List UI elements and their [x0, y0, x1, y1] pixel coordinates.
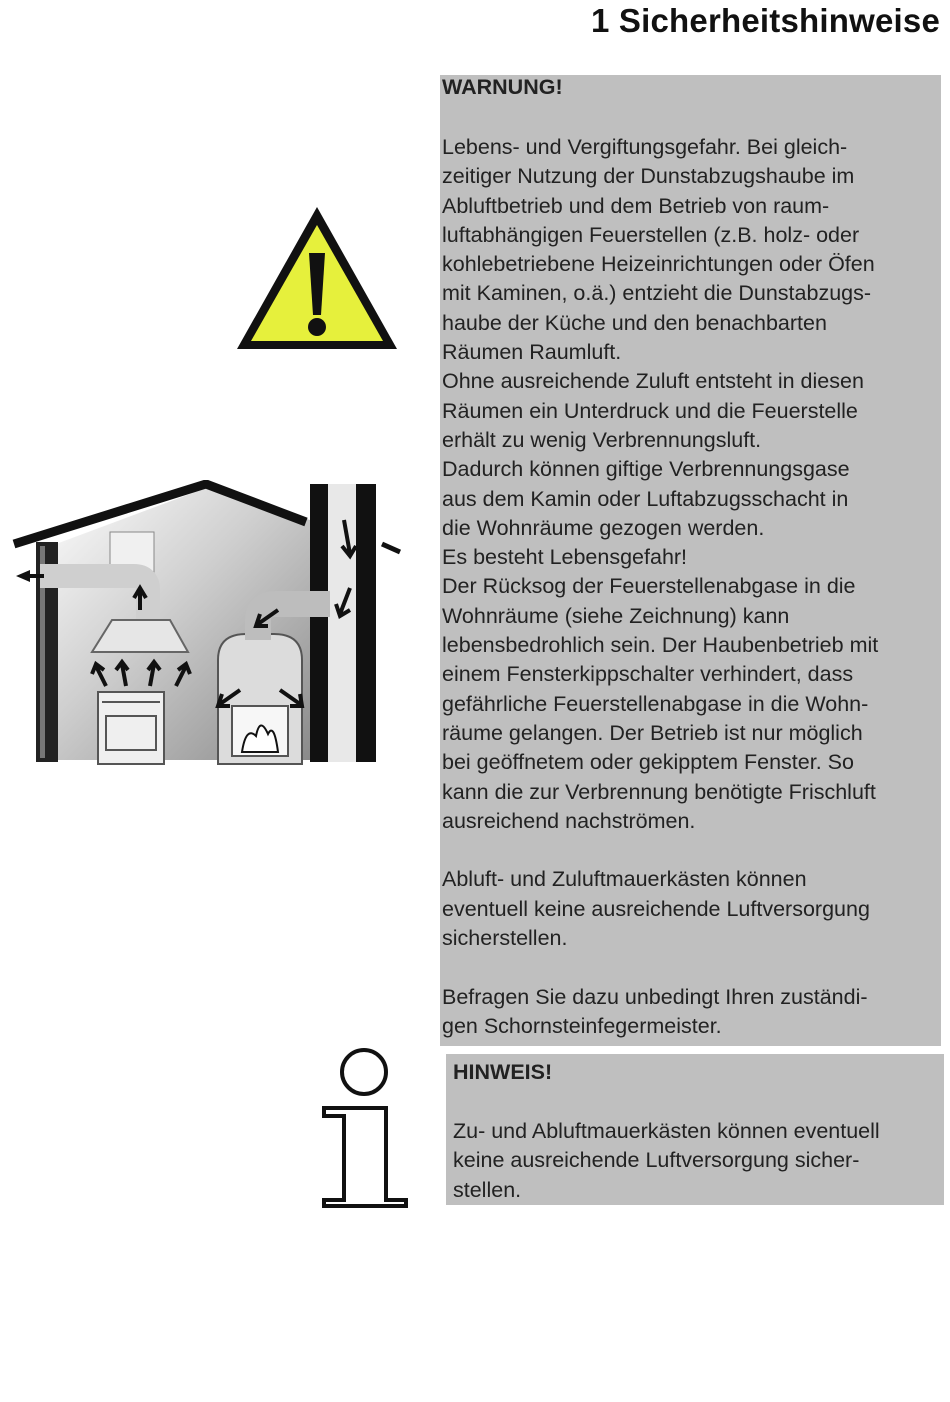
text-line: eventuell keine ausreichende Luftversorgung: [442, 896, 870, 921]
text-line: Abluft- und Zuluftmauerkästen können: [442, 867, 807, 892]
info-icon: [320, 1046, 412, 1210]
house-exhaust-illustration: [10, 480, 410, 770]
text-line: die Wohnräume gezogen werden.: [442, 515, 765, 540]
text-line: räume gelangen. Der Betrieb ist nur möglich: [442, 720, 863, 745]
note-paragraph: [453, 1117, 940, 1205]
text-line: Lebens- und Vergiftungsgefahr. Bei gleich-: [442, 135, 848, 159]
text-line: Räumen ein Unterdruck und die Feuerstelle: [442, 398, 858, 423]
note-box: [446, 1054, 944, 1205]
text-line: einem Fensterkippschalter verhindert, dass: [442, 662, 854, 687]
warning-paragraph-1: [442, 133, 937, 836]
text-line: Der Rücksog der Feuerstellenabgase in die: [442, 574, 856, 599]
text-line: lebensbedrohlich sein. Der Haubenbetrieb mit: [442, 633, 879, 658]
text-line: luftabhängigen Feuerstellen (z.B. holz- oder: [442, 222, 860, 247]
text-line: Räumen Raumluft.: [442, 340, 622, 365]
text-line: aus dem Kamin oder Luftabzugsschacht in: [442, 486, 849, 511]
note-heading: HINWEIS!: [453, 1060, 553, 1084]
text-line: Wohnräume (siehe Zeichnung) kann: [442, 603, 790, 628]
text-line: Zu- und Abluftmauerkästen können eventuell: [453, 1119, 880, 1143]
warning-box: [440, 75, 941, 1046]
warning-paragraph-2: [442, 865, 937, 953]
text-line: kohlebetriebene Heizeinrichtungen oder Öfen: [442, 252, 875, 277]
text-line: haube der Küche und den benachbarten: [442, 310, 827, 335]
text-line: keine ausreichende Luftversorgung sicher-: [453, 1148, 860, 1173]
text-line: Befragen Sie dazu unbedingt Ihren zuständi-: [442, 984, 868, 1009]
text-line: sicherstellen.: [442, 926, 568, 951]
text-line: gefährliche Feuerstellenabgase in die Wohn-: [442, 691, 869, 716]
text-line: mit Kaminen, o.ä.) entzieht die Dunstabzugs-: [442, 281, 872, 306]
section-title: 1 Sicherheitshinweise: [590, 2, 940, 39]
text-line: kann die zur Verbrennung benötigte Frischluft: [442, 779, 876, 804]
text-line: erhält zu wenig Verbrennungsluft.: [442, 427, 762, 452]
text-line: gen Schornsteinfegermeister.: [442, 1013, 722, 1038]
text-line: stellen.: [453, 1177, 522, 1202]
text-line: bei geöffnetem oder gekipptem Fenster. So: [442, 750, 854, 775]
text-line: ausreichend nachströmen.: [442, 808, 696, 833]
warning-triangle-icon: [233, 203, 401, 353]
text-line: Abluftbetrieb und dem Betrieb von raum-: [442, 193, 830, 218]
warning-heading: WARNUNG!: [442, 75, 563, 99]
text-line: Ohne ausreichende Zuluft entsteht in diesen: [442, 369, 864, 394]
text-line: zeitiger Nutzung der Dunstabzugshaube im: [442, 164, 855, 189]
warning-paragraph-3: [442, 983, 937, 1042]
text-line: Dadurch können giftige Verbrennungsgase: [442, 457, 850, 482]
text-line: Es besteht Lebensgefahr!: [442, 545, 688, 570]
